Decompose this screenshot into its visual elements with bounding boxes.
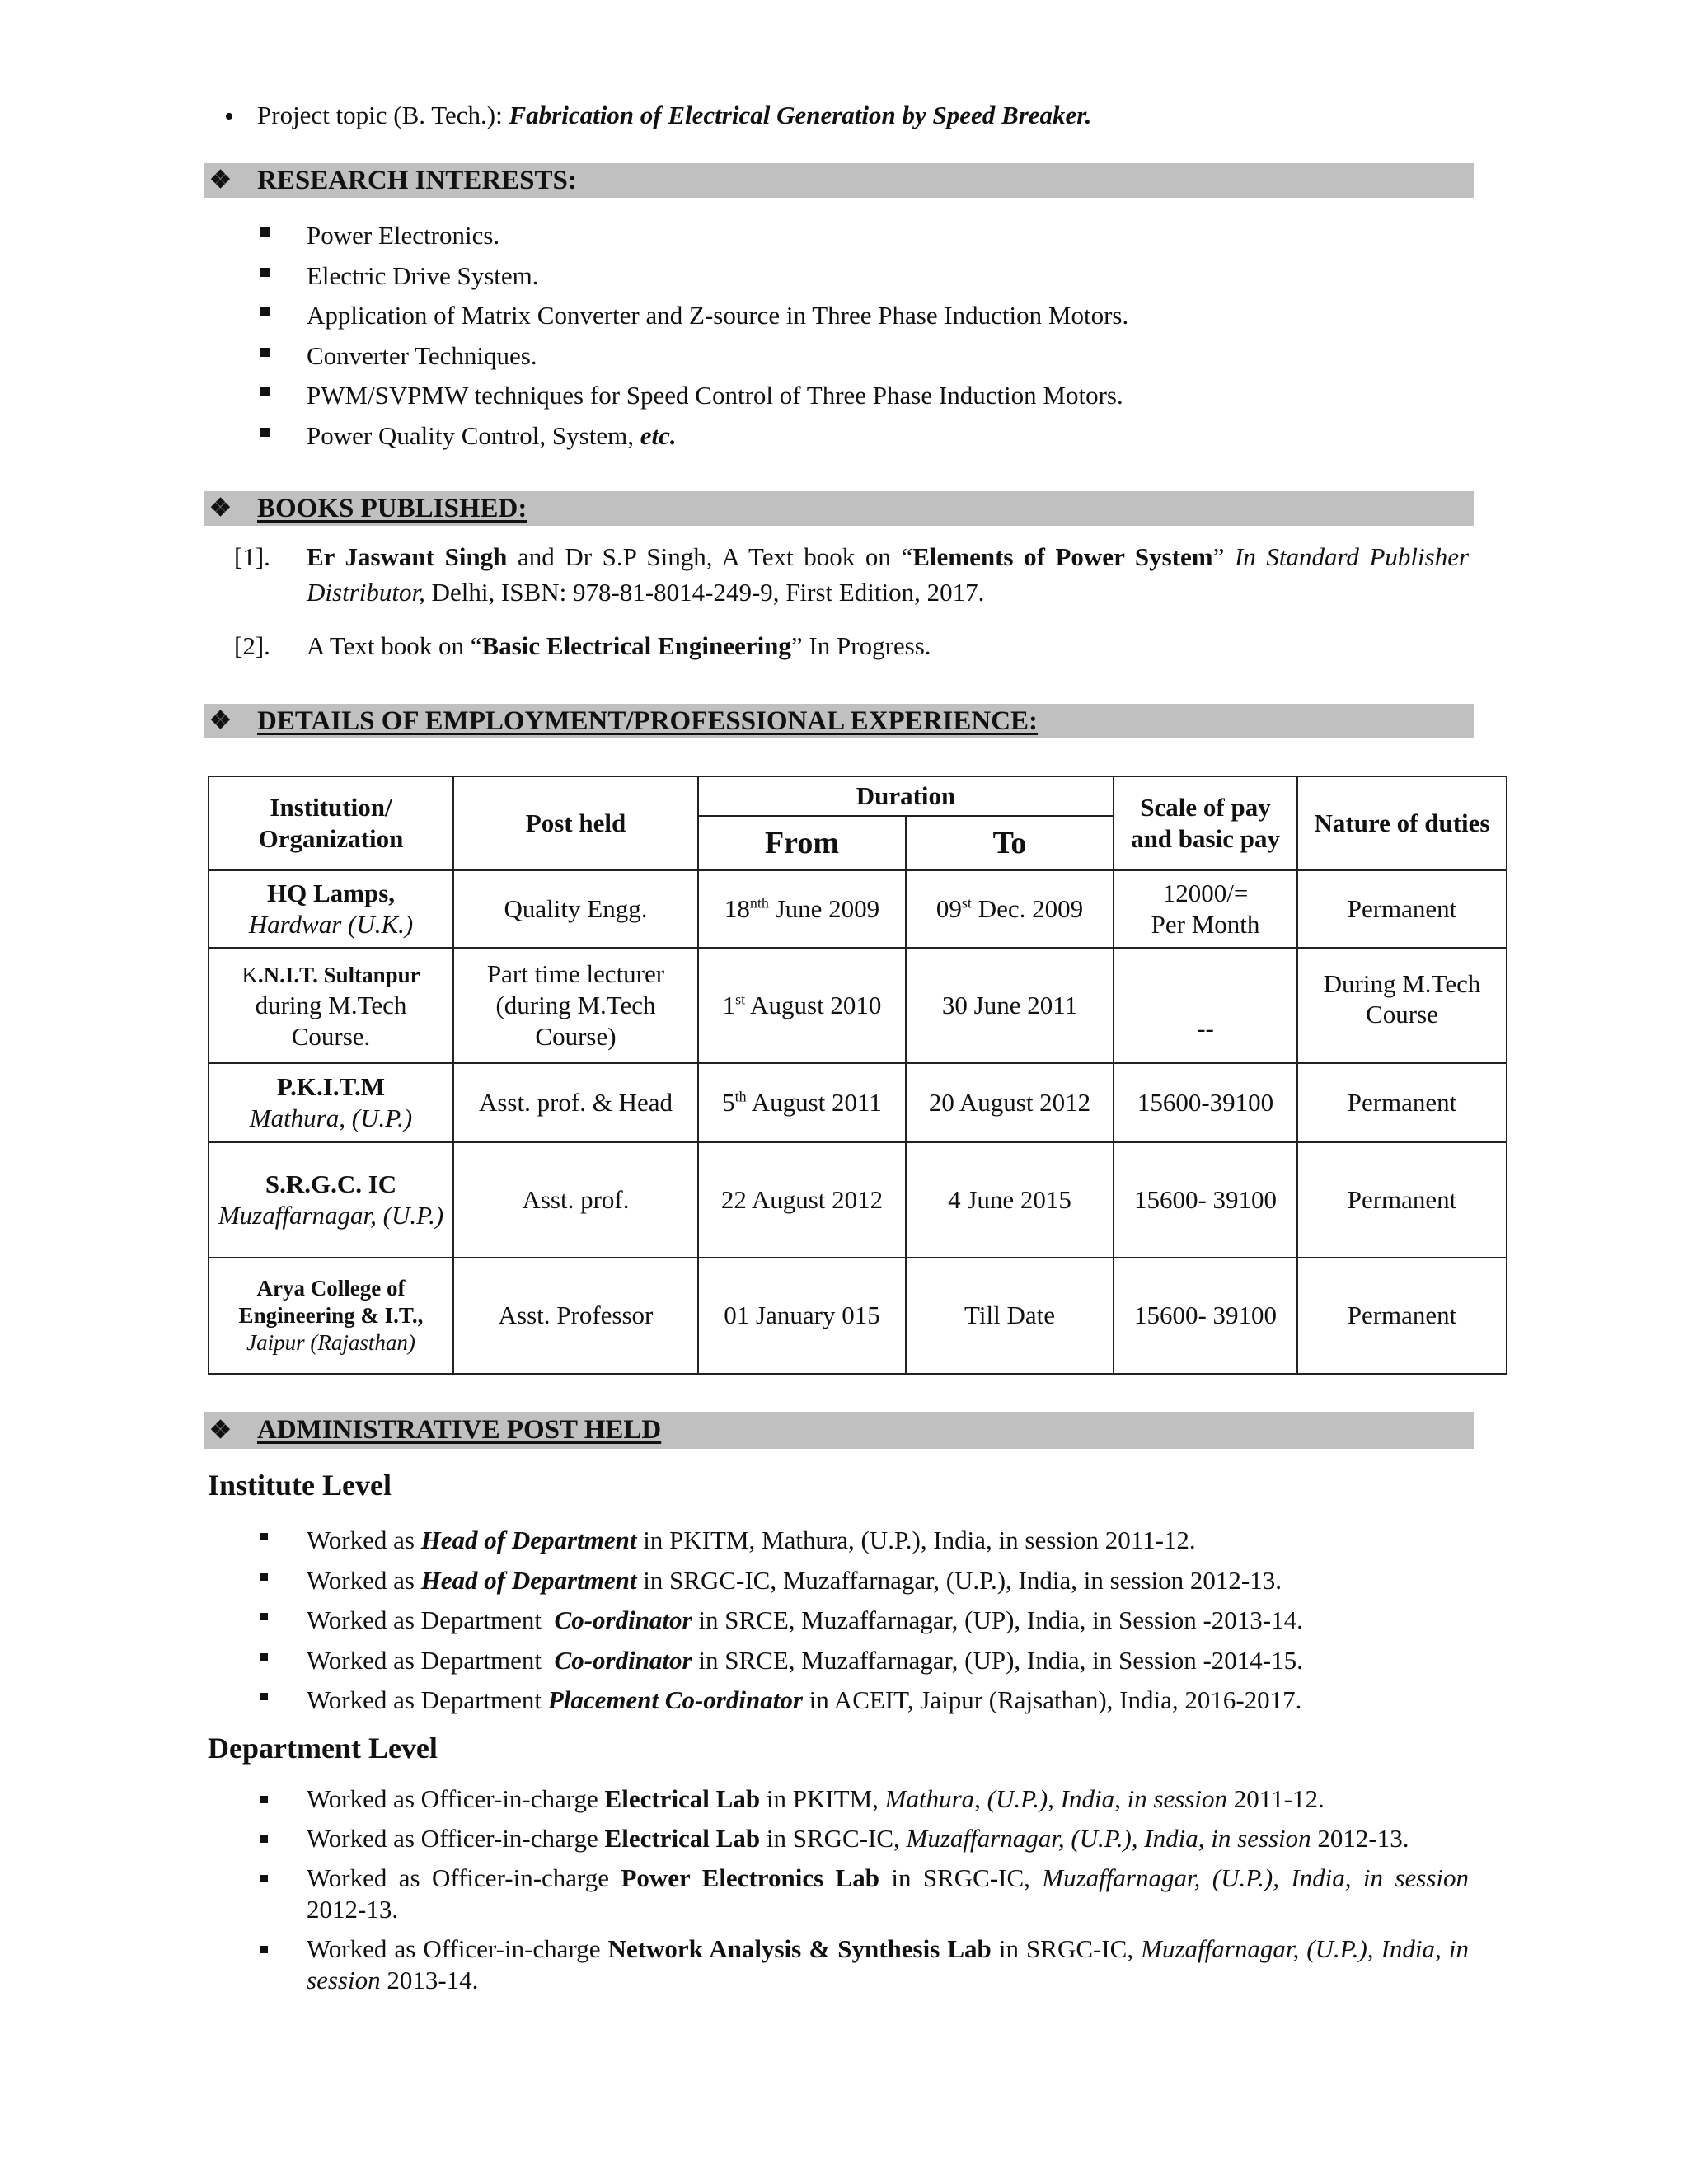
institute-level-list (307, 1521, 1469, 1721)
table-header-row (209, 776, 1507, 816)
table-row: S.R.G.C. IC Muzaffarnagar, (U.P.) Asst. prof. 22 August 2012 4 June 2015 15600- 39100 Permanent (209, 1142, 1507, 1257)
book-number: [2]. (234, 631, 270, 660)
list-item: Worked as Officer-in-charge Electrical Lab in PKITM, Mathura, (U.P.), India, in session 2011-12. (307, 1783, 1469, 1815)
department-level-list (307, 1783, 1469, 1996)
section-title: RESEARCH INTERESTS: (257, 166, 577, 195)
section-administrative (204, 1412, 1474, 1449)
institute-level-heading: Institute Level (208, 1469, 392, 1502)
table-row: Arya College of Engineering & I.T., Jaipur (Rajasthan) Asst. Professor 01 January 015 Till Date 15600- 39100 Permanent (209, 1258, 1507, 1374)
section-title: DETAILS OF EMPLOYMENT/PROFESSIONAL EXPERIENCE: (257, 706, 1039, 736)
project-topic-prefix: Project topic (B. Tech.): (257, 101, 509, 129)
diamond-icon: ❖ (209, 1417, 232, 1444)
project-topic-title: Fabrication of Electrical Generation by Speed Breaker. (509, 101, 1092, 129)
book-number: [1]. (234, 542, 270, 571)
list-item: Power Electronics. (307, 216, 1469, 256)
list-item: Power Quality Control, System, etc. (307, 416, 1469, 457)
header-post: Post held (453, 776, 698, 870)
diamond-icon: ❖ (209, 166, 232, 194)
header-from: From (698, 816, 906, 870)
list-item: Worked as Officer-in-charge Network Analysis & Synthesis Lab in SRGC-IC, Muzaffarnagar, (U.P.), India, in session 2013-14. (307, 1934, 1469, 1994)
header-nature: Nature of duties (1297, 776, 1507, 870)
list-item: Worked as Head of Department in SRGC-IC, Muzaffarnagar, (U.P.), India, in session 2012-13. (307, 1561, 1469, 1601)
book-entry-1: [1]. Er Jaswant Singh and Dr S.P Singh, A Text book on “Elements of Power System” In Standard Publisher Distributor, Delhi, ISBN: 978-81-8014-249-9, First Edition, 2017. (307, 539, 1469, 610)
table-row: P.K.I.T.M Mathura, (U.P.) Asst. prof. & Head 5th August 2011 20 August 2012 15600-39100 Permanent (209, 1063, 1507, 1142)
header-to: To (906, 816, 1114, 870)
etc-text: etc. (640, 420, 677, 450)
section-employment (204, 704, 1474, 738)
list-item: Worked as Head of Department in PKITM, Mathura, (U.P.), India, in session 2011-12. (307, 1521, 1469, 1561)
list-item: Worked as Department Co-ordinator in SRCE, Muzaffarnagar, (UP), India, in Session -2013-14. (307, 1601, 1469, 1641)
section-title: ADMINISTRATIVE POST HELD (257, 1415, 662, 1445)
project-topic-bullet (224, 97, 1477, 133)
list-item: Worked as Officer-in-charge Electrical Lab in SRGC-IC, Muzaffarnagar, (U.P.), India, in session 2012-13. (307, 1823, 1469, 1854)
list-item: Worked as Department Placement Co-ordinator in ACEIT, Jaipur (Rajsathan), India, 2016-2017. (307, 1680, 1469, 1721)
list-item: Worked as Officer-in-charge Power Electronics Lab in SRGC-IC, Muzaffarnagar, (U.P.), India, in session 2012-13. (307, 1863, 1469, 1924)
research-interests-list (307, 216, 1469, 456)
header-institution: Institution/ Organization (209, 776, 453, 870)
book-title: Elements of Power System (912, 542, 1213, 571)
section-research-interests (204, 163, 1474, 198)
list-item: Electric Drive System. (307, 256, 1469, 297)
section-books-published (204, 491, 1474, 526)
table-row: K.N.I.T. Sultanpur during M.Tech Course. Part time lecturer (during M.Tech Course) 1st August 2010 30 June 2011 -- During M.Tech Course (209, 948, 1507, 1063)
header-scale: Scale of pay and basic pay (1114, 776, 1297, 870)
diamond-icon: ❖ (209, 494, 232, 522)
employment-table (208, 776, 1507, 1375)
book-title: Basic Electrical Engineering (481, 631, 791, 660)
department-level-heading: Department Level (208, 1732, 438, 1765)
list-item: Worked as Department Co-ordinator in SRCE, Muzaffarnagar, (UP), India, in Session -2014-15. (307, 1641, 1469, 1681)
book-entry-2: [2]. A Text book on “Basic Electrical Engineering” In Progress. (307, 628, 1469, 663)
list-item: Application of Matrix Converter and Z-source in Three Phase Induction Motors. (307, 296, 1469, 336)
bullet-dot-icon: • (224, 101, 234, 132)
list-item: Converter Techniques. (307, 336, 1469, 377)
header-duration: Duration (698, 776, 1114, 816)
section-title: BOOKS PUBLISHED: (257, 494, 528, 523)
diamond-icon: ❖ (209, 707, 232, 734)
list-item: PWM/SVPMW techniques for Speed Control of Three Phase Induction Motors. (307, 376, 1469, 416)
table-row: HQ Lamps, Hardwar (U.K.) Quality Engg. $18^{nth}$ June 2009 09st Dec. 2009 12000/= Per Month Permanent (209, 870, 1507, 947)
